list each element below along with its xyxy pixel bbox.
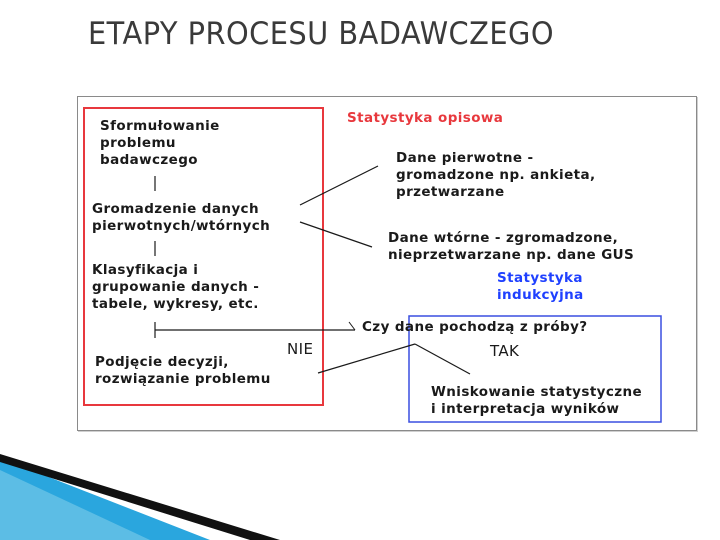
statistical-inference-text: Wniskowanie statystyczne i interpretacja wyników <box>431 384 643 417</box>
step-classification: Klasyfikacja i grupowanie danych - tabele, wykresy, etc. <box>92 262 260 312</box>
yes-branch-line <box>415 344 470 374</box>
descriptive-statistics-heading: Statystyka opisowa <box>347 110 504 126</box>
step2-to-secondary-data-line <box>300 222 372 247</box>
no-branch-line <box>318 344 415 373</box>
slide-title: ETAPY PROCESU BADAWCZEGO <box>88 16 555 52</box>
step-problem-formulation: Sformułowanie problemu badawczego <box>100 118 220 168</box>
slide-corner-decoration <box>0 448 720 540</box>
step2-to-primary-data-line <box>300 166 378 205</box>
no-label: NIE <box>287 340 314 358</box>
question-to-no-line <box>349 322 355 330</box>
step-decision: Podjęcie decyzji, rozwiązanie problemu <box>95 354 271 387</box>
secondary-data-description: Dane wtórne - zgromadzone, nieprzetwarzane np. dane GUS <box>388 230 635 263</box>
yes-label: TAK <box>490 342 520 360</box>
inductive-statistics-heading: Statystyka indukcyjna <box>497 270 584 303</box>
sample-question: Czy dane pochodzą z próby? <box>362 319 588 335</box>
step-data-collection: Gromadzenie danych pierwotnych/wtórnych <box>92 201 271 234</box>
primary-data-description: Dane pierwotne - gromadzone np. ankieta, przetwarzane <box>396 150 596 200</box>
